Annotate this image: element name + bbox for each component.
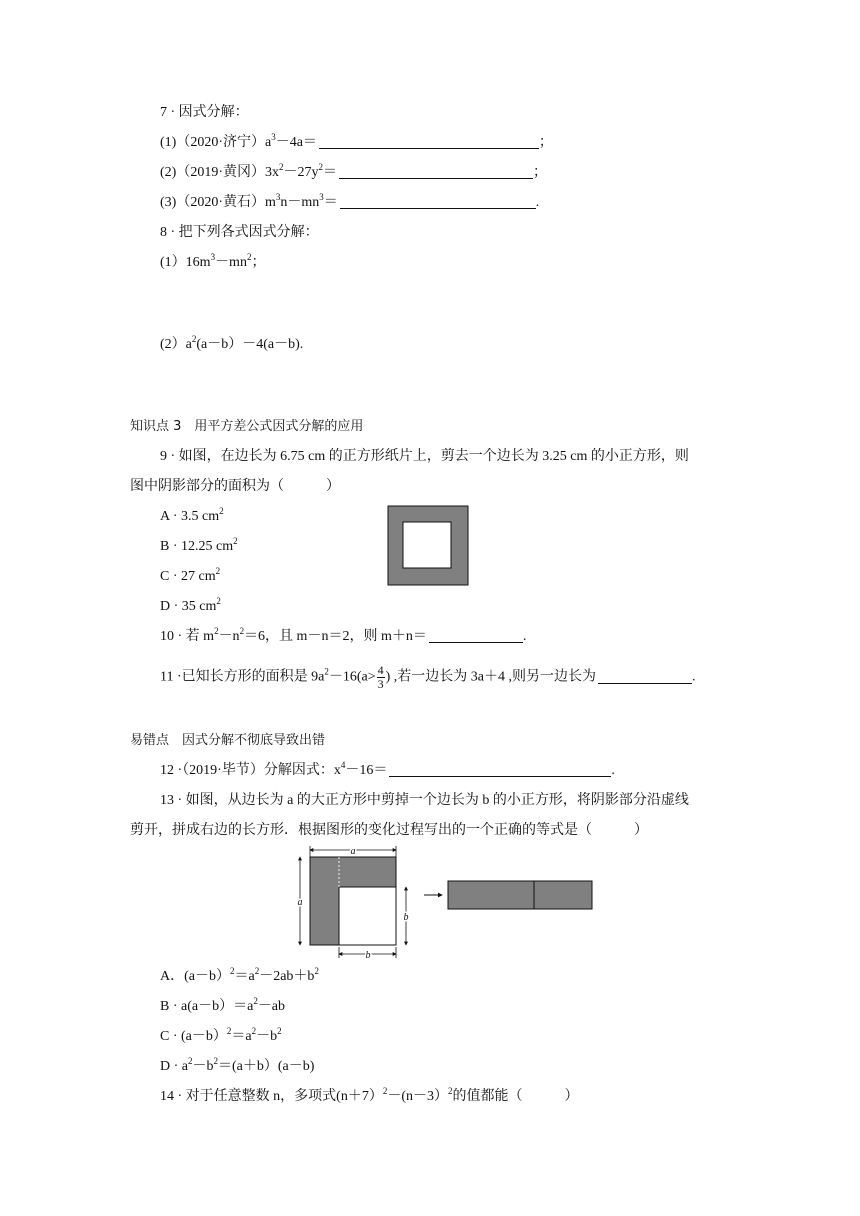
q13-option-c-exp1: 2: [226, 1026, 232, 1036]
answer-blank-q7-3[interactable]: [340, 194, 536, 209]
q11-rest: ) ,若一边长为 3a＋4 ,则另一边长为: [385, 669, 597, 685]
q11: [160, 664, 696, 691]
section-heading-knowledge-3: 知识点 3 用平方差公式因式分解的应用: [130, 419, 364, 434]
q13-label-b-right: b: [403, 912, 409, 923]
answer-blank-q10[interactable]: [429, 628, 523, 643]
q8-part2: [160, 336, 303, 354]
q10-exp2: 2: [239, 626, 245, 636]
q9-line2: 图中阴影部分的面积为（ ）: [130, 479, 340, 494]
q12-rest: －16＝: [345, 763, 388, 778]
q9-option-c[interactable]: [160, 568, 220, 586]
q10-end: .: [522, 629, 527, 644]
q14-rest: 的值都能（ ）: [452, 1089, 579, 1104]
q10-mid: －n: [218, 629, 240, 644]
q11-fraction-denominator: 3: [377, 677, 384, 691]
q7-part3-exp1: 3: [275, 192, 281, 202]
q13-option-b-part1: B · a(a－b）＝a: [160, 999, 254, 1014]
q13-label-a-left: a: [297, 897, 303, 908]
q13-small-square: [339, 887, 396, 945]
q8-part1-mid: －mn: [215, 255, 247, 270]
q14: [160, 1088, 579, 1106]
q9-inner-square: [403, 522, 451, 568]
q13-line2: 剪开，拼成右边的长方形．根据图形的变化过程写出的一个正确的等式是（ ）: [130, 823, 648, 838]
q9-option-c-exp: 2: [215, 566, 221, 576]
q7-part1-end: ；: [538, 135, 553, 150]
q7-part2-exp2: 2: [318, 162, 323, 172]
q13-option-d-part1: D · a: [160, 1059, 188, 1074]
q9-option-a[interactable]: [160, 508, 224, 526]
q13-line1: 13 · 如图，从边长为 a 的大正方形中剪掉一个边长为 b 的小正方形，将阴影部分沿虚线: [160, 793, 689, 808]
answer-blank-q7-1[interactable]: [319, 134, 539, 149]
answer-blank-q11[interactable]: [598, 669, 692, 684]
q13-option-b[interactable]: [160, 998, 285, 1016]
q7-title: 7 · 因式分解：: [160, 105, 249, 120]
q13-option-c[interactable]: [160, 1028, 282, 1046]
q8-part2-rest: (a－b）－4(a－b).: [196, 337, 304, 352]
q13-option-c-exp2: 2: [251, 1026, 257, 1036]
q11-mid: －16(a>: [328, 669, 376, 685]
q12-end: .: [611, 763, 615, 778]
section-heading-common-errors: 易错点 因式分解不彻底导致出错: [130, 733, 326, 748]
q7-part2-mid: －27y: [283, 165, 319, 180]
q7-part2-exp1: 2: [279, 162, 284, 172]
q9-option-a-exp: 2: [219, 506, 224, 516]
answer-blank-q7-2[interactable]: [339, 164, 533, 179]
q13-result-rectangle: [448, 881, 592, 909]
q13-option-d-part2: －b: [192, 1059, 214, 1074]
q9-option-a-text: A · 3.5 cm: [160, 509, 220, 524]
q7-part1-prefix: (1)（2020·济宁）a: [160, 135, 272, 150]
answer-blank-q12[interactable]: [389, 762, 611, 777]
q7-part1: [160, 134, 553, 152]
q13-option-b-exp1: 2: [253, 996, 258, 1006]
q13-option-d-part3: ＝(a＋b）(a－b): [218, 1059, 315, 1074]
q13-option-c-part3: －b: [256, 1029, 278, 1044]
q13-option-a[interactable]: [160, 968, 319, 986]
q12-prefix: 12 ·（2019·毕节）分解因式：x: [160, 763, 341, 778]
q13-option-a-part3: －2ab＋b: [259, 969, 315, 984]
q7-part3-prefix: (3)（2020·黄石）m: [160, 195, 276, 210]
q13-option-c-part1: C · (a－b）: [160, 1029, 227, 1044]
q13-option-d[interactable]: [160, 1058, 314, 1076]
q14-exp2: 2: [448, 1086, 453, 1096]
q8-part1-prefix: (1）16m: [160, 255, 211, 270]
q10-prefix: 10 · 若 m: [160, 629, 215, 644]
q9-line1: 9 · 如图，在边长为 6.75 cm 的正方形纸片上，剪去一个边长为 3.25 cm 的小正方形，则: [160, 449, 689, 464]
q10-rest: ＝6，且 m－n＝2，则 m＋n＝: [244, 629, 427, 644]
q7-part2: [160, 164, 547, 182]
q7-part1-rest: －4a＝: [275, 135, 317, 150]
q13-option-c-part2: ＝a: [231, 1029, 252, 1044]
q9-option-d-text: D · 35 cm: [160, 599, 217, 614]
q14-prefix: 14 · 对于任意整数 n，多项式(n＋7）: [160, 1089, 383, 1104]
q13-option-d-exp1: 2: [188, 1056, 193, 1066]
q8-part1: [160, 254, 265, 272]
q8-part1-exp2: 2: [246, 252, 252, 262]
q8-part1-end: ；: [251, 255, 266, 270]
q9-square-figure: [387, 505, 469, 586]
q13-option-a-exp1: 2: [230, 966, 235, 976]
q13-label-a-top: a: [350, 846, 356, 857]
q13-figure: [292, 843, 602, 961]
q13-option-a-part2: ＝a: [234, 969, 255, 984]
q9-option-d-exp: 2: [216, 596, 221, 606]
q12: [160, 762, 615, 780]
q11-fraction: [377, 664, 385, 691]
q11-prefix: 11 ·已知长方形的面积是 9a: [160, 669, 325, 685]
q7-part3-end: .: [535, 195, 540, 210]
q7-part3-exp2: 3: [319, 192, 324, 202]
q13-option-a-part1: A．(a－b）: [160, 969, 230, 984]
q14-exp1: 2: [382, 1086, 388, 1096]
q9-option-d[interactable]: [160, 598, 221, 616]
q7-part2-prefix: (2)（2019·黄冈）3x: [160, 165, 279, 180]
q7-part3: [160, 194, 539, 212]
q13-option-d-exp2: 2: [213, 1056, 218, 1066]
q10-exp1: 2: [214, 626, 219, 636]
q9-option-c-text: C · 27 cm: [160, 569, 216, 584]
q10: [160, 628, 526, 646]
q13-option-b-part2: －ab: [257, 999, 286, 1014]
q12-exp: 4: [340, 760, 346, 770]
q9-option-b-text: B · 12.25 cm: [160, 539, 234, 554]
q8-title: 8 · 把下列各式因式分解：: [160, 225, 319, 240]
q7-part1-exp: 3: [271, 132, 276, 142]
q7-part2-rest: ＝: [323, 165, 337, 180]
q11-fraction-numerator: 4: [377, 663, 384, 677]
q8-part2-prefix: (2）a: [160, 337, 192, 352]
q11-end: .: [692, 669, 696, 685]
q7-part2-end: ；: [533, 165, 547, 180]
q7-part3-mid: n－mn: [280, 195, 320, 210]
q9-option-b[interactable]: [160, 538, 238, 556]
q11-exp: 2: [324, 666, 329, 677]
q14-mid: －(n－3）: [387, 1089, 448, 1104]
q13-option-a-exp3: 2: [314, 966, 319, 976]
q9-option-b-exp: 2: [233, 536, 238, 546]
q13-label-b-bottom: b: [365, 950, 371, 961]
q8-part1-exp1: 3: [210, 252, 216, 262]
q13-option-a-exp2: 2: [254, 966, 260, 976]
q7-part3-rest: ＝: [323, 195, 338, 210]
q8-part2-exp: 2: [191, 334, 197, 344]
q13-option-c-exp3: 2: [277, 1026, 282, 1036]
